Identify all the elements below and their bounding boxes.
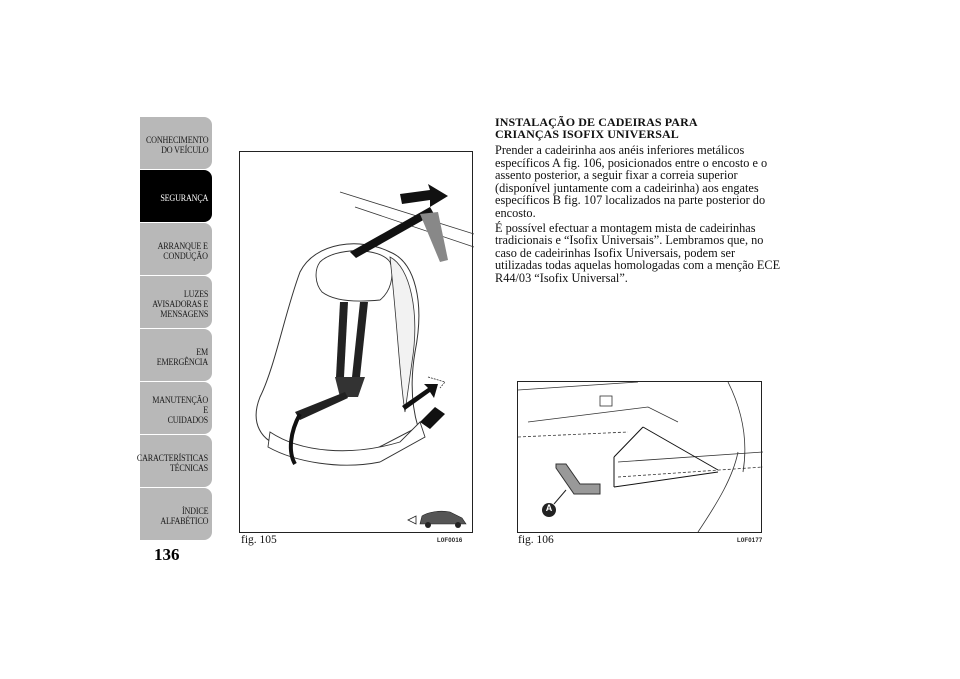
figure-106 xyxy=(517,381,762,533)
tab-arranque-e-conducao[interactable] xyxy=(140,223,212,275)
section-title xyxy=(495,116,785,140)
paragraph-1: Prender a cadeirinha aos anéis inferiores metálicos específicos A fig. 106, posicionados entre o encosto e o assento posterior, a seguir fixar a correia superior (disponível juntamente com a cadeirinha) aos engates específicos B fig. 107 localizados na parte posterior do encosto. xyxy=(495,143,768,220)
tab-label: ÍNDICE ALFABÉTICO xyxy=(159,506,208,526)
tab-indice-alfabetico[interactable] xyxy=(140,488,212,540)
tab-label: MANUTENÇÃO E CUIDADOS xyxy=(152,395,208,425)
tab-label: ARRANQUE E CONDUÇÃO xyxy=(157,241,208,261)
paragraph-2: É possível efectuar a montagem mista de cadeirinhas tradicionais e “Isofix Universais”. Lembramos que, no caso de cadeirinhas Isofix Universais, podem ser utilizadas todas aquelas homologadas com a menção ECE R44/03 “Isofix Universal”. xyxy=(495,220,781,285)
page-number: 136 xyxy=(154,545,180,564)
tab-label: EM EMERGÊNCIA xyxy=(156,347,208,367)
isofix-anchor-illustration xyxy=(518,382,763,534)
tab-label: LUZES AVISADORAS E MENSAGENS xyxy=(152,289,208,319)
isofix-ring-icon xyxy=(556,464,600,494)
tab-conhecimento-do-veiculo[interactable] xyxy=(140,117,212,169)
tab-luzes-avisadoras[interactable] xyxy=(140,276,212,328)
figure-105 xyxy=(239,151,473,533)
callout-a-label: A xyxy=(545,503,553,513)
text-column xyxy=(495,116,785,287)
fig-105-code: L0F0016 xyxy=(437,538,463,544)
tab-label: SEGURANÇA xyxy=(160,193,208,203)
fig-106-code: L0F0177 xyxy=(737,538,763,544)
tab-em-emergencia[interactable] xyxy=(140,329,212,381)
car-icon xyxy=(408,511,466,528)
tab-label: CONHECIMENTO DO VEÍCULO xyxy=(145,135,208,155)
tab-caracteristicas-tecnicas[interactable] xyxy=(136,435,212,487)
tab-manutencao-e-cuidados[interactable] xyxy=(140,382,212,434)
tab-label: CARACTERÍSTICAS TÉCNICAS xyxy=(136,453,208,473)
tab-seguranca[interactable] xyxy=(140,170,212,222)
section-title-line-2: CRIANÇAS ISOFIX UNIVERSAL xyxy=(495,127,679,141)
section-title-line-1: INSTALAÇÃO DE CADEIRAS PARA xyxy=(495,115,698,129)
fig-105-caption: fig. 105 xyxy=(241,534,277,546)
fig-106-caption: fig. 106 xyxy=(518,534,554,546)
child-seat-illustration xyxy=(240,152,474,534)
